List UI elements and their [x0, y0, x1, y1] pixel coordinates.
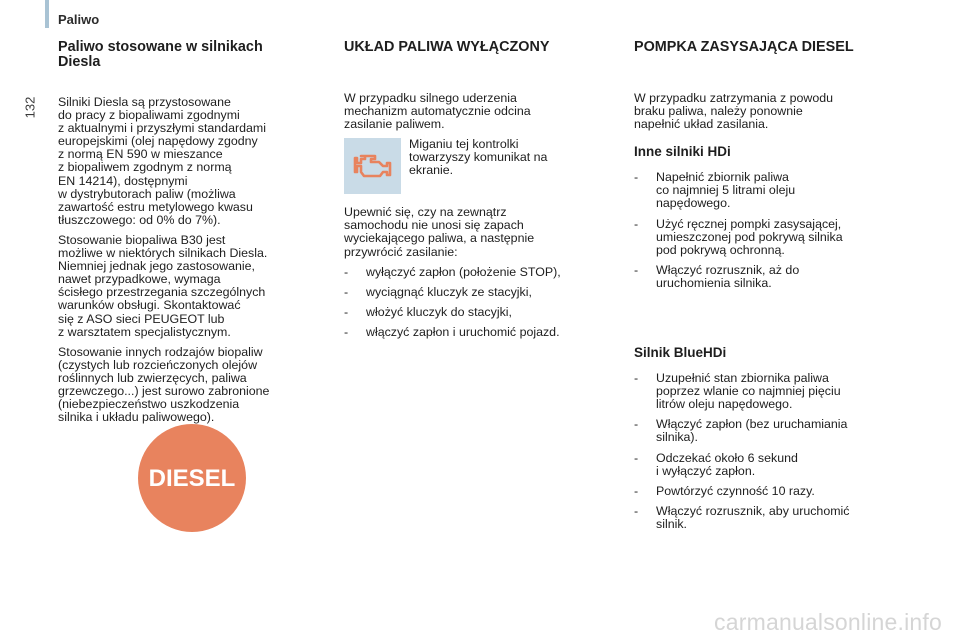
- warning-light-text: Miganiu tej kontrolki towarzyszy komunikat na ekranie.: [409, 137, 548, 178]
- paragraph-restore: Upewnić się, czy na zewnątrz samochodu nie unosi się zapach wyciekającego paliwa, a następnie przywrócić zasilanie:: [344, 205, 535, 259]
- bluehdi-steps-list: [634, 372, 914, 531]
- paragraph-pump-intro: W przypadku zatrzymania z powodu braku paliwa, należy ponownie napełnić układ zasilania.: [634, 91, 834, 132]
- paragraph-biofuels: Silniki Diesla są przystosowane do pracy z biopaliwami zgodnymi z aktualnymi i przyszłymi standardami europejskimi (olej napędowy zgodny z normą EN 590 w mieszance z biopaliwem zgodnym z normą EN 14214), dostępnymi w dystrybutorach paliw (możliwa zawartość estru metylowego kwasu tłuszczowego: od 0% do 7%).: [58, 95, 266, 227]
- list-item: - Włączyć rozrusznik, aby uruchomić silnik.: [634, 503, 850, 531]
- hdi-steps-list: [634, 171, 914, 290]
- heading-fuel-type: Paliwo stosowane w silnikach Diesla: [58, 39, 263, 70]
- heading-diesel-pump: POMPKA ZASYSAJĄCA DIESEL: [634, 39, 854, 55]
- warning-light-row: [344, 138, 618, 194]
- list-item: - Użyć ręcznej pompki zasysającej, umieszczonej pod pokrywą silnika pod pokrywą ochronną.: [634, 216, 843, 257]
- column-fuel-type: [58, 40, 328, 431]
- paragraph-prohibited: Stosowanie innych rodzajów biopaliw (czystych lub rozcieńczonych olejów roślinnych lub zwierzęcych, paliwa grzewczego...) jest surowo zabronione (niebezpieczeństwo uszkodzenia silnika i układu paliwowego).: [58, 344, 270, 425]
- list-item: - Włączyć rozrusznik, aż do uruchomienia silnika.: [634, 262, 800, 290]
- list-item: - Uzupełnić stan zbiornika paliwa poprzez wlanie co najmniej pięciu litrów oleju napędowego.: [634, 371, 841, 412]
- diesel-badge: [137, 423, 247, 533]
- list-item: - włożyć kluczyk do stacyjki,: [344, 304, 512, 319]
- heading-fuel-cutoff: UKŁAD PALIWA WYŁĄCZONY: [344, 39, 550, 55]
- heading-hdi: Inne silniki HDi: [634, 144, 731, 160]
- diesel-badge-text: DIESEL: [148, 465, 236, 492]
- section-title: Paliwo: [58, 12, 100, 27]
- paragraph-b30: Stosowanie biopaliwa B30 jest możliwe w niektórych silnikach Diesla. Niemniej jednak jego zastosowanie, nawet przypadkowe, wymaga ścisłego przestrzegania szczególnych warunków obsługi. Skontaktować się z ASO sieci PEUGEOT lub z warsztatem specjalistycznym.: [58, 232, 268, 339]
- section-marker-bar: [45, 0, 49, 28]
- heading-bluehdi: Silnik BlueHDi: [634, 345, 727, 361]
- page-number: 132: [22, 96, 38, 119]
- list-item: - wyciągnąć kluczyk ze stacyjki,: [344, 284, 532, 299]
- column-diesel-pump: [634, 40, 914, 538]
- list-item: - Odczekać około 6 sekund i wyłączyć zapłon.: [634, 450, 798, 478]
- column-fuel-cutoff: [344, 40, 618, 346]
- list-item: - Napełnić zbiornik paliwa co najmniej 5 litrami oleju napędowego.: [634, 170, 796, 211]
- engine-warning-icon: [344, 138, 401, 194]
- list-item: - włączyć zapłon i uruchomić pojazd.: [344, 324, 560, 339]
- list-item: - wyłączyć zapłon (położenie STOP),: [344, 264, 561, 279]
- restore-steps-list: [344, 266, 618, 339]
- list-item: - Powtórzyć czynność 10 razy.: [634, 483, 815, 498]
- paragraph-cutoff-intro: W przypadku silnego uderzenia mechanizm automatycznie odcina zasilanie paliwem.: [344, 91, 531, 132]
- watermark: carmanualsonline.info: [714, 609, 942, 635]
- list-item: - Włączyć zapłon (bez uruchamiania silnika).: [634, 417, 848, 445]
